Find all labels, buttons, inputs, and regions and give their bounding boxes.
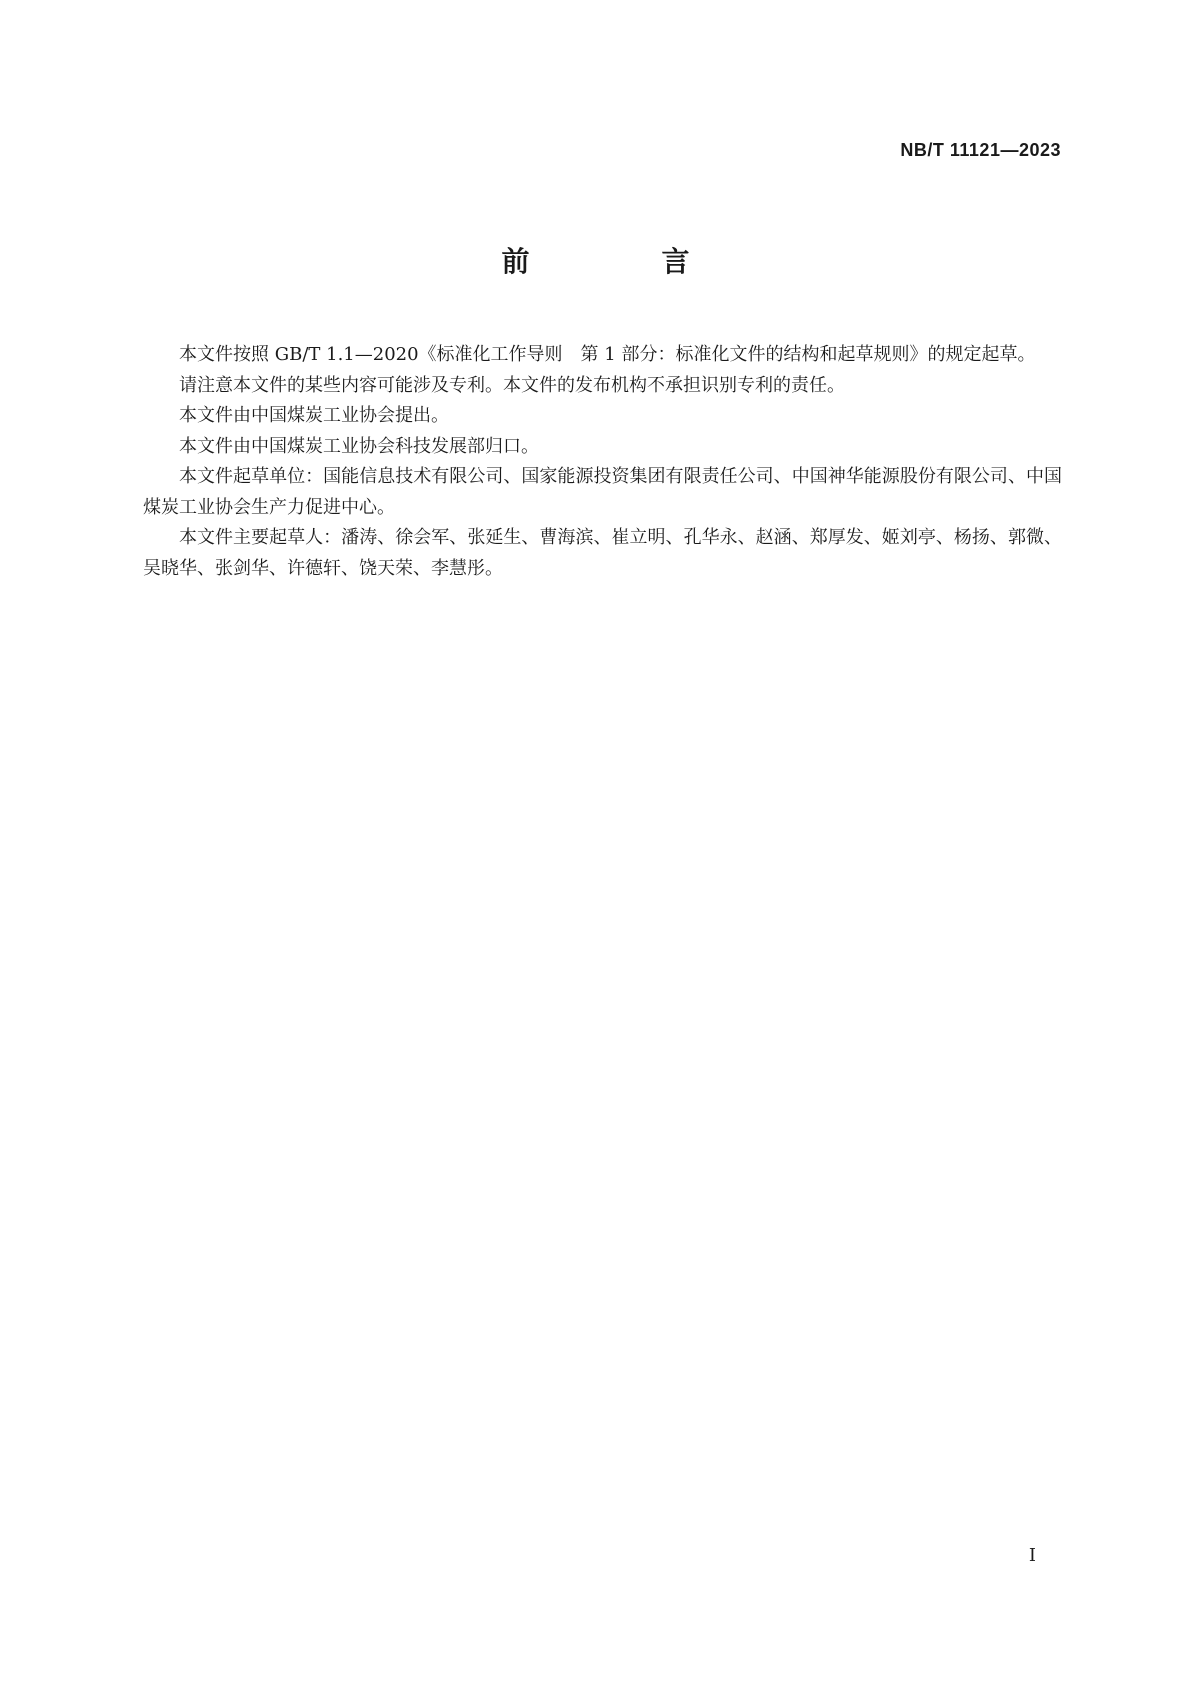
page-number: I — [1028, 1545, 1036, 1566]
paragraph-centralized-management: 本文件由中国煤炭工业协会科技发展部归口。 — [179, 435, 539, 457]
standard-number: NB/T 11121—2023 — [900, 140, 1061, 160]
paragraph-proposer: 本文件由中国煤炭工业协会提出。 — [179, 405, 449, 426]
foreword-body — [143, 340, 1062, 584]
paragraph-main-drafters: 本文件主要起草人：潘涛、徐会军、张延生、曹海滨、崔立明、孔华永、赵涵、郑厚发、姬刘亭、杨扬、郭微、吴晓华、张剑华、许德轩、饶天荣、李慧彤。 — [143, 527, 1062, 579]
page-title: 前 言 — [501, 245, 742, 278]
paragraph-drafting-rules: 本文件按照 GB/T 1.1—2020《标准化工作导则 第 1 部分：标准化文件的结构和起草规则》的规定起草。 — [179, 344, 1036, 365]
paragraph-drafting-units: 本文件起草单位：国能信息技术有限公司、国家能源投资集团有限责任公司、中国神华能源股份有限公司、中国煤炭工业协会生产力促进中心。 — [143, 466, 1062, 518]
paragraph-patent-notice: 请注意本文件的某些内容可能涉及专利。本文件的发布机构不承担识别专利的责任。 — [179, 374, 845, 396]
